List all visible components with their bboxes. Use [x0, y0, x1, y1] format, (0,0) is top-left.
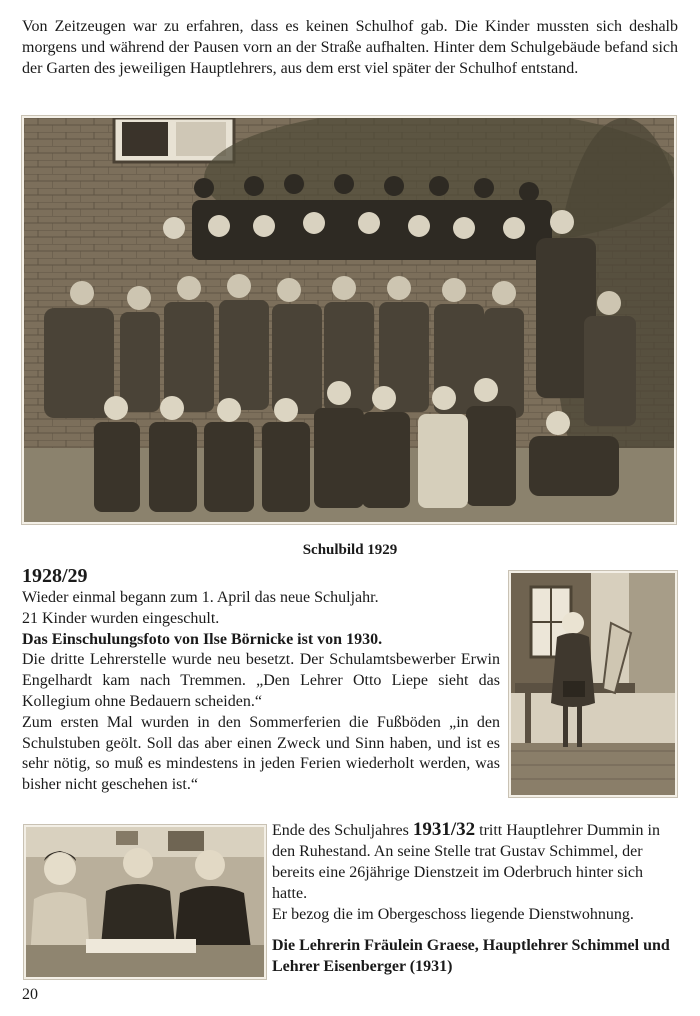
- class-photo-caption: Schulbild 1929: [302, 542, 398, 558]
- retirement-text-start: Ende des Schuljahres: [272, 822, 409, 839]
- page-number: 20: [22, 986, 38, 1003]
- retirement-paragraph: [272, 819, 676, 904]
- class-photo-1929: [22, 116, 676, 524]
- enrollment-photo: [509, 571, 677, 797]
- section-paragraph-1: Die dritte Lehrerstelle wurde neu besetzt. Der Schulamtsbewerber Erwin Engelhardt kam nach Tremmen. „Den Lehrer Otto Liepe sieht das Kollegium ohne Bedauern scheiden.“: [22, 651, 500, 710]
- teachers-photo: [24, 825, 266, 979]
- section-bold-line: Das Einschulungsfoto von Ilse Börnicke ist von 1930.: [22, 630, 383, 648]
- intro-paragraph: Von Zeitzeugen war zu erfahren, dass es keinen Schulhof gab. Die Kinder mussten sich deshalb morgens und während der Pausen vorn an der Straße aufhalten. Hinter dem Schulgebäude befand sich der Garten des jeweiligen Hauptlehrers, aus dem erst viel später der Schulhof entstand.: [22, 18, 678, 77]
- retirement-text: [272, 819, 676, 925]
- teachers-photo-caption: Die Lehrerin Fräulein Graese, Hauptlehrer Schimmel und Lehrer Eisenberger (1931): [272, 937, 670, 975]
- section-line-1: Wieder einmal begann zum 1. April das neue Schuljahr.: [22, 589, 379, 606]
- section-body: [22, 588, 500, 796]
- retirement-year: 1931/32: [412, 819, 476, 840]
- section-heading: 1928/29: [22, 565, 88, 587]
- section-line-2: 21 Kinder wurden eingeschult.: [22, 609, 220, 627]
- residence-line: Er bezog die im Obergeschoss liegende Dienstwohnung.: [272, 906, 634, 923]
- retirement-text-end: tritt Hauptlehrer Dummin in den Ruhestand. An seine Stelle trat Gustav Schimmel, der bereits eine 26jährige Dienstzeit im Oderbruch hinter sich hatte.: [272, 822, 660, 902]
- section-paragraph-2: Zum ersten Mal wurden in den Sommerferien die Fußböden „in den Schulstuben geölt. Soll das aber einen Zweck und Sinn haben, und ist es sehr nötig, so muß es mindestens in jeden Ferien wiederholt werden, was bisher nicht geschehen ist.“: [22, 713, 500, 794]
